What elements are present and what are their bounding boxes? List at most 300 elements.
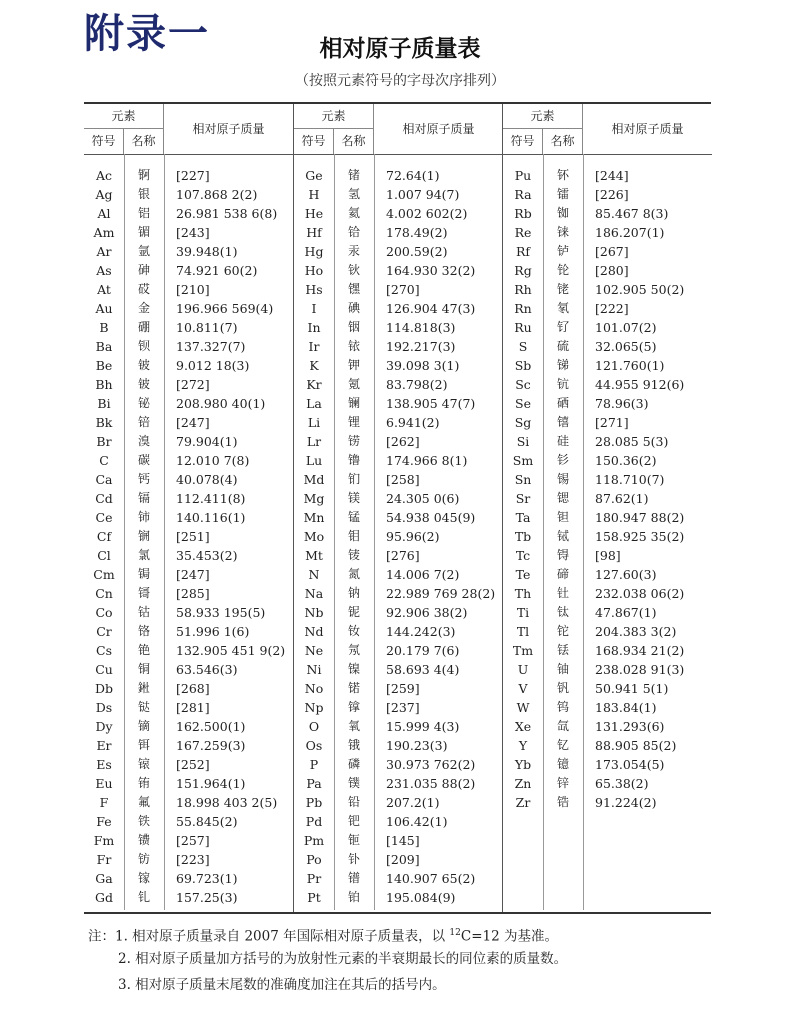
table-row: [84, 242, 293, 261]
element-symbol: Pb: [305, 795, 323, 810]
element-symbol: Be: [95, 358, 113, 373]
relative-atomic-mass: 87.62(1): [595, 491, 649, 506]
element-symbol: Rh: [514, 282, 532, 297]
table-row: [503, 223, 712, 242]
element-name: 镥: [347, 453, 360, 467]
element-symbol: W: [516, 700, 530, 715]
relative-atomic-mass: 15.999 4(3): [386, 719, 460, 734]
header-element: 元素: [84, 104, 164, 129]
element-symbol: Md: [303, 472, 325, 487]
table-row: [84, 736, 293, 755]
element-symbol: Na: [304, 586, 324, 601]
table-row: [503, 261, 712, 280]
element-name: 硒: [556, 396, 569, 410]
element-name: 锇: [347, 738, 360, 752]
relative-atomic-mass: 132.905 451 9(2): [176, 643, 286, 658]
element-name: 镉: [137, 491, 150, 505]
relative-atomic-mass: 18.998 403 2(5): [176, 795, 278, 810]
table-row: [294, 755, 503, 774]
element-name: 氩: [137, 244, 150, 258]
element-name: 钙: [137, 472, 150, 486]
relative-atomic-mass: [209]: [386, 852, 420, 867]
relative-atomic-mass: [247]: [176, 415, 210, 430]
element-name: 铍: [137, 377, 150, 391]
table-row: [294, 242, 503, 261]
relative-atomic-mass: [272]: [176, 377, 210, 392]
table-row: [503, 204, 712, 223]
relative-atomic-mass: 39.098 3(1): [386, 358, 460, 373]
element-name: 钪: [556, 377, 569, 391]
element-symbol: Cf: [96, 529, 112, 544]
table-row: [294, 299, 503, 318]
table-row: [84, 299, 293, 318]
table-row: [84, 413, 293, 432]
relative-atomic-mass: 1.007 94(7): [386, 187, 460, 202]
table-row: [294, 831, 503, 850]
element-name: 钌: [556, 320, 569, 334]
element-name: 钒: [556, 681, 569, 695]
relative-atomic-mass: 28.085 5(3): [595, 434, 669, 449]
element-name: 镧: [347, 396, 360, 410]
element-symbol: Po: [306, 852, 322, 867]
element-symbol: Hf: [306, 225, 322, 240]
element-name: 𫟼: [137, 700, 150, 714]
relative-atomic-mass: 6.941(2): [386, 415, 440, 430]
table-row: [294, 888, 503, 907]
relative-atomic-mass: [270]: [386, 282, 420, 297]
relative-atomic-mass: 58.693 4(4): [386, 662, 460, 677]
element-symbol: K: [309, 358, 319, 373]
element-name: 氖: [347, 643, 360, 657]
table-row: [294, 166, 503, 185]
element-symbol: Ne: [304, 643, 324, 658]
footnote-2: 2. 相对原子质量加方括号的为放射性元素的半衰期最长的同位素的质量数。: [118, 951, 568, 967]
element-symbol: Re: [514, 225, 532, 240]
table-row: [294, 869, 503, 888]
element-name: 银: [137, 187, 150, 201]
table-row: [294, 717, 503, 736]
table-row: [84, 679, 293, 698]
table-row: [84, 356, 293, 375]
element-symbol: Bk: [95, 415, 113, 430]
table-row: [294, 185, 503, 204]
table-row: [503, 185, 712, 204]
table-row: [294, 698, 503, 717]
header-symbol: 符号: [84, 129, 124, 154]
element-symbol: P: [309, 757, 319, 772]
element-symbol: Ni: [306, 662, 322, 677]
element-name: 钡: [137, 339, 150, 353]
element-symbol: Th: [514, 586, 532, 601]
table-row: [84, 869, 293, 888]
table-row: [503, 299, 712, 318]
element-name: 碲: [556, 567, 569, 581]
element-symbol: Pm: [303, 833, 325, 848]
relative-atomic-mass: [281]: [176, 700, 210, 715]
relative-atomic-mass: [251]: [176, 529, 210, 544]
table-row: [84, 261, 293, 280]
relative-atomic-mass: 47.867(1): [595, 605, 657, 620]
element-name: 钕: [347, 624, 360, 638]
table-row: [503, 793, 712, 812]
table-row: [294, 318, 503, 337]
element-symbol: Cu: [95, 662, 113, 677]
table-row: [84, 223, 293, 242]
element-name: 铒: [137, 738, 150, 752]
element-symbol: Sb: [514, 358, 532, 373]
element-name: 𬭳: [556, 415, 569, 429]
element-symbol: O: [308, 719, 320, 734]
table-header: [503, 104, 712, 155]
element-symbol: Li: [307, 415, 321, 430]
relative-atomic-mass: [271]: [595, 415, 629, 430]
element-symbol: Co: [95, 605, 113, 620]
table-row: [84, 755, 293, 774]
element-name: 钔: [347, 472, 360, 486]
element-name: 铊: [556, 624, 569, 638]
table-panel-3: [502, 104, 711, 912]
table-row: [294, 375, 503, 394]
table-row: [294, 850, 503, 869]
element-symbol: Sr: [515, 491, 531, 506]
table-row: [503, 318, 712, 337]
table-row: [84, 337, 293, 356]
element-name: 锡: [556, 472, 569, 486]
atomic-mass-table: [84, 102, 711, 914]
footnote-1-suffix: C=12 为基准。: [460, 928, 558, 945]
relative-atomic-mass: 50.941 5(1): [595, 681, 669, 696]
table-row: [84, 850, 293, 869]
element-name: 铅: [347, 795, 360, 809]
element-name: 𬭶: [347, 282, 360, 296]
relative-atomic-mass: [259]: [386, 681, 420, 696]
element-name: 钆: [137, 890, 150, 904]
relative-atomic-mass: 167.259(3): [176, 738, 246, 753]
relative-atomic-mass: 83.798(2): [386, 377, 448, 392]
relative-atomic-mass: [226]: [595, 187, 629, 202]
element-symbol: Kr: [306, 377, 322, 392]
footnote-3: 3. 相对原子质量末尾数的准确度加注在其后的括号内。: [118, 977, 446, 993]
element-name: 汞: [347, 244, 360, 258]
element-symbol: Ac: [95, 168, 113, 183]
relative-atomic-mass: 20.179 7(6): [386, 643, 460, 658]
element-symbol: Cl: [97, 548, 111, 563]
table-row: [84, 698, 293, 717]
element-name: 钯: [347, 814, 360, 828]
element-symbol: Zn: [514, 776, 532, 791]
element-name: 氪: [347, 377, 360, 391]
header-mass: 相对原子质量: [611, 122, 684, 136]
relative-atomic-mass: 58.933 195(5): [176, 605, 266, 620]
element-symbol: Fr: [96, 852, 112, 867]
element-name: 𬬭: [556, 263, 569, 277]
relative-atomic-mass: 14.006 7(2): [386, 567, 460, 582]
element-name: 溴: [137, 434, 150, 448]
table-row: [84, 470, 293, 489]
relative-atomic-mass: 63.546(3): [176, 662, 238, 677]
element-name: 铑: [556, 282, 569, 296]
relative-atomic-mass: 39.948(1): [176, 244, 238, 259]
element-symbol: Ru: [514, 320, 532, 335]
table-row: [294, 527, 503, 546]
table-row: [503, 565, 712, 584]
relative-atomic-mass: 24.305 0(6): [386, 491, 460, 506]
element-name: 钇: [556, 738, 569, 752]
table-row: [503, 470, 712, 489]
element-name: 氙: [556, 719, 569, 733]
element-name: 𨧀: [137, 681, 150, 695]
table-row: [84, 432, 293, 451]
table-row: [294, 736, 503, 755]
table-row: [503, 755, 712, 774]
header-mass: 相对原子质量: [402, 122, 475, 136]
element-symbol: Ho: [304, 263, 324, 278]
element-name: 镨: [347, 871, 360, 885]
element-name: 锂: [347, 415, 360, 429]
element-name: 镝: [137, 719, 150, 733]
element-symbol: Ta: [515, 510, 531, 525]
relative-atomic-mass: 35.453(2): [176, 548, 238, 563]
relative-atomic-mass: 4.002 602(2): [386, 206, 468, 221]
relative-atomic-mass: 10.811(7): [176, 320, 238, 335]
relative-atomic-mass: 173.054(5): [595, 757, 665, 772]
element-symbol: Au: [95, 301, 113, 316]
relative-atomic-mass: [276]: [386, 548, 420, 563]
element-name: 铂: [347, 890, 360, 904]
element-name: 锎: [137, 529, 150, 543]
table-row: [84, 375, 293, 394]
relative-atomic-mass: 69.723(1): [176, 871, 238, 886]
element-symbol: Lr: [306, 434, 322, 449]
table-row: [294, 660, 503, 679]
relative-atomic-mass: 150.36(2): [595, 453, 657, 468]
relative-atomic-mass: 101.07(2): [595, 320, 657, 335]
table-row: [503, 527, 712, 546]
table-row: [294, 508, 503, 527]
relative-atomic-mass: 204.383 3(2): [595, 624, 677, 639]
relative-atomic-mass: [252]: [176, 757, 210, 772]
element-name: 锝: [556, 548, 569, 562]
header-element: 元素: [503, 104, 583, 129]
relative-atomic-mass: 44.955 912(6): [595, 377, 685, 392]
element-symbol: N: [308, 567, 320, 582]
element-name: 氡: [556, 301, 569, 315]
footnote-1-superscript: 12: [449, 928, 461, 938]
element-name: 钠: [347, 586, 360, 600]
table-row: [84, 565, 293, 584]
relative-atomic-mass: 91.224(2): [595, 795, 657, 810]
relative-atomic-mass: 192.217(3): [386, 339, 456, 354]
table-row: [503, 717, 712, 736]
element-symbol: Se: [515, 396, 531, 411]
table-rows: [503, 166, 712, 812]
element-symbol: Br: [96, 434, 112, 449]
table-header: [294, 104, 503, 155]
element-symbol: Tb: [514, 529, 532, 544]
element-name: 锑: [556, 358, 569, 372]
relative-atomic-mass: [267]: [595, 244, 629, 259]
table-row: [84, 185, 293, 204]
element-name: 钴: [137, 605, 150, 619]
element-symbol: C: [99, 453, 109, 468]
relative-atomic-mass: 74.921 60(2): [176, 263, 258, 278]
relative-atomic-mass: 88.905 85(2): [595, 738, 677, 753]
relative-atomic-mass: 107.868 2(2): [176, 187, 258, 202]
element-name: 氧: [347, 719, 360, 733]
element-symbol: Ga: [95, 871, 113, 886]
table-row: [503, 679, 712, 698]
relative-atomic-mass: 30.973 762(2): [386, 757, 476, 772]
relative-atomic-mass: 22.989 769 28(2): [386, 586, 496, 601]
table-row: [84, 546, 293, 565]
table-row: [503, 641, 712, 660]
relative-atomic-mass: 144.242(3): [386, 624, 456, 639]
element-symbol: Gd: [95, 890, 113, 905]
relative-atomic-mass: 137.327(7): [176, 339, 246, 354]
table-row: [294, 489, 503, 508]
element-name: 铈: [137, 510, 150, 524]
table-row: [84, 641, 293, 660]
table-row: [294, 337, 503, 356]
table-row: [294, 603, 503, 622]
element-name: 磷: [347, 757, 360, 771]
relative-atomic-mass: 126.904 47(3): [386, 301, 476, 316]
element-name: 镤: [347, 776, 360, 790]
relative-atomic-mass: 238.028 91(3): [595, 662, 685, 677]
element-symbol: Pd: [305, 814, 323, 829]
element-name: 氦: [347, 206, 360, 220]
relative-atomic-mass: 72.64(1): [386, 168, 440, 183]
table-rows: [84, 166, 293, 907]
element-symbol: Xe: [514, 719, 532, 734]
relative-atomic-mass: 85.467 8(3): [595, 206, 669, 221]
element-name: 钾: [347, 358, 360, 372]
table-row: [84, 603, 293, 622]
header-symbol: 符号: [294, 129, 334, 154]
element-symbol: Pa: [306, 776, 322, 791]
element-name: 钨: [556, 700, 569, 714]
relative-atomic-mass: 78.96(3): [595, 396, 649, 411]
relative-atomic-mass: 106.42(1): [386, 814, 448, 829]
element-symbol: Ca: [95, 472, 113, 487]
element-name: 铀: [556, 662, 569, 676]
element-symbol: Tm: [512, 643, 534, 658]
table-row: [503, 394, 712, 413]
relative-atomic-mass: [262]: [386, 434, 420, 449]
table-row: [503, 622, 712, 641]
table-row: [294, 451, 503, 470]
footnote-1: [88, 920, 788, 946]
relative-atomic-mass: [227]: [176, 168, 210, 183]
relative-atomic-mass: 162.500(1): [176, 719, 246, 734]
element-name: 镱: [556, 757, 569, 771]
element-name: 铽: [556, 529, 569, 543]
relative-atomic-mass: 183.84(1): [595, 700, 657, 715]
table-row: [294, 793, 503, 812]
element-symbol: Ra: [514, 187, 532, 202]
element-name: 氢: [347, 187, 360, 201]
element-symbol: Mn: [303, 510, 325, 525]
element-name: 钬: [347, 263, 360, 277]
relative-atomic-mass: [258]: [386, 472, 420, 487]
element-name: 铯: [137, 643, 150, 657]
relative-atomic-mass: 55.845(2): [176, 814, 238, 829]
element-name: 砹: [137, 282, 150, 296]
relative-atomic-mass: [280]: [595, 263, 629, 278]
table-row: [294, 584, 503, 603]
element-symbol: Rn: [514, 301, 532, 316]
element-name: 铷: [556, 206, 569, 220]
header-name: 名称: [124, 129, 164, 154]
table-row: [294, 565, 503, 584]
element-symbol: Rf: [515, 244, 531, 259]
table-row: [84, 622, 293, 641]
relative-atomic-mass: 208.980 40(1): [176, 396, 266, 411]
relative-atomic-mass: 40.078(4): [176, 472, 238, 487]
element-symbol: Nd: [304, 624, 324, 639]
footnotes: [88, 920, 788, 998]
table-row: [503, 508, 712, 527]
table-row: [84, 318, 293, 337]
table-row: [84, 660, 293, 679]
relative-atomic-mass: [222]: [595, 301, 629, 316]
element-symbol: Sg: [514, 415, 532, 430]
element-name: 钛: [556, 605, 569, 619]
relative-atomic-mass: 118.710(7): [595, 472, 665, 487]
relative-atomic-mass: [237]: [386, 700, 420, 715]
table-row: [503, 736, 712, 755]
table-row: [84, 717, 293, 736]
table-row: [294, 413, 503, 432]
element-name: 镓: [137, 871, 150, 885]
element-name: 钷: [347, 833, 360, 847]
table-row: [294, 261, 503, 280]
header-element: 元素: [294, 104, 374, 129]
element-symbol: Lu: [305, 453, 323, 468]
element-symbol: Ar: [96, 244, 112, 259]
element-symbol: Mt: [305, 548, 323, 563]
table-row: [294, 546, 503, 565]
element-symbol: Cd: [95, 491, 113, 506]
element-name: 镭: [556, 187, 569, 201]
relative-atomic-mass: 186.207(1): [595, 225, 665, 240]
table-row: [503, 603, 712, 622]
element-symbol: He: [304, 206, 324, 221]
element-symbol: S: [518, 339, 528, 354]
element-name: 锿: [137, 757, 150, 771]
relative-atomic-mass: 164.930 32(2): [386, 263, 476, 278]
table-row: [294, 432, 503, 451]
table-row: [503, 774, 712, 793]
element-name: 锫: [137, 415, 150, 429]
element-name: 镄: [137, 833, 150, 847]
element-symbol: Al: [97, 206, 111, 221]
page-subtitle: （按照元素符号的字母次序排列）: [295, 73, 505, 89]
table-row: [503, 413, 712, 432]
header-name: 名称: [543, 129, 583, 154]
table-row: [84, 888, 293, 907]
relative-atomic-mass: 180.947 88(2): [595, 510, 685, 525]
element-name: 铍: [137, 358, 150, 372]
relative-atomic-mass: [223]: [176, 852, 210, 867]
header-symbol: 符号: [503, 129, 543, 154]
table-row: [503, 166, 712, 185]
element-name: 铕: [137, 776, 150, 790]
table-row: [84, 280, 293, 299]
relative-atomic-mass: 26.981 538 6(8): [176, 206, 278, 221]
table-row: [84, 527, 293, 546]
relative-atomic-mass: [285]: [176, 586, 210, 601]
